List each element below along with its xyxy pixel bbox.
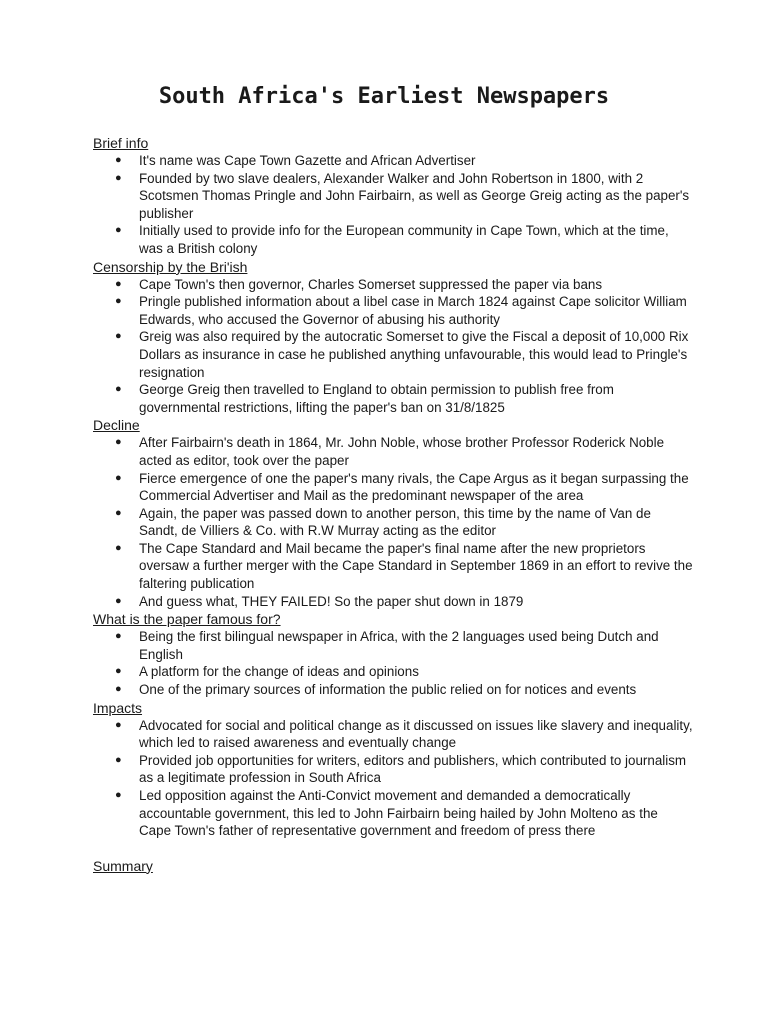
section-heading: Brief info xyxy=(93,135,149,151)
bullet-icon: ● xyxy=(115,330,122,343)
bullet-icon: ● xyxy=(115,630,122,643)
list-item xyxy=(93,628,693,663)
section-censorship xyxy=(93,258,693,417)
list-item xyxy=(93,152,693,170)
list-item-text: A platform for the change of ideas and opinions xyxy=(139,664,419,680)
bullet-icon: ● xyxy=(115,154,122,166)
section-heading: What is the paper famous for? xyxy=(93,611,281,628)
section-impacts xyxy=(93,699,693,840)
list-item-text: George Greig then travelled to England to obtain permission to publish free from governmental restrictions, lifting the paper's ban on 31/8/1825 xyxy=(139,382,614,415)
document-body xyxy=(93,134,693,875)
list-item xyxy=(93,505,693,540)
list-item-text: Again, the paper was passed down to another person, this time by the name of Van de Sandt, de Villiers & Co. with R.W Murray acting as the editor xyxy=(139,505,651,539)
list-item xyxy=(93,752,693,787)
bullet-icon: ● xyxy=(115,383,122,396)
bullet-icon: ● xyxy=(115,295,122,308)
section-famous-for xyxy=(93,610,693,698)
list-item-text: The Cape Standard and Mail became the paper's final name after the new proprietors oversaw a further merger with the Cape Standard in September 1869 in an effort to revive the faltering publication xyxy=(139,540,693,592)
bullet-icon: ● xyxy=(115,471,122,484)
list-item xyxy=(93,293,693,328)
list-item-text: It's name was Cape Town Gazette and African Advertiser xyxy=(139,153,476,168)
bullet-list xyxy=(93,717,693,840)
list-item-text: Led opposition against the Anti-Convict movement and demanded a democratically accountable government, this led to John Fairbairn being hailed by John Molteno as the Cape Town's father of representative government and freedom of press there xyxy=(139,788,658,839)
list-item xyxy=(93,328,693,381)
summary-heading: Summary xyxy=(93,857,153,874)
bullet-icon: ● xyxy=(115,436,122,449)
section-brief-info xyxy=(93,134,693,258)
list-item xyxy=(93,717,693,752)
list-item xyxy=(93,470,693,505)
list-item xyxy=(93,663,693,681)
bullet-list xyxy=(93,628,693,698)
list-item xyxy=(93,434,693,469)
bullet-icon: ● xyxy=(115,789,122,801)
section-heading: Impacts xyxy=(93,699,143,716)
list-item-text: Provided job opportunities for writers, editors and publishers, which contributed to journalism as a legitimate profession in South Africa xyxy=(139,752,687,786)
list-item-text: And guess what, THEY FAILED! So the paper shut down in 1879 xyxy=(139,593,524,609)
list-item-text: Fierce emergence of one the paper's many rivals, the Cape Argus as it began surpassing the Commercial Advertiser and Mail as the predominant newspaper of the area xyxy=(139,470,689,504)
bullet-icon: ● xyxy=(115,718,122,731)
bullet-icon: ● xyxy=(115,277,122,290)
list-item-text: Founded by two slave dealers, Alexander Walker and John Robertson in 1800, with 2 Scotsmen Thomas Pringle and John Fairbairn, as well as George Greig acting as the paper's publisher xyxy=(139,170,690,221)
bullet-list xyxy=(93,276,693,417)
bullet-list xyxy=(93,434,693,610)
bullet-icon: ● xyxy=(115,594,122,607)
list-item-text: Cape Town's then governor, Charles Somerset suppressed the paper via bans xyxy=(139,276,603,292)
bullet-icon: ● xyxy=(115,683,122,696)
list-item xyxy=(93,222,693,257)
list-item-text: One of the primary sources of information the public relied on for notices and events xyxy=(139,682,637,698)
bullet-icon: ● xyxy=(115,541,122,554)
list-item xyxy=(93,593,693,611)
bullet-icon: ● xyxy=(115,224,122,237)
list-item-text: After Fairbairn's death in 1864, Mr. John Noble, whose brother Professor Roderick Noble acted as editor, took over the paper xyxy=(139,435,665,468)
bullet-icon: ● xyxy=(115,753,122,766)
list-item xyxy=(93,170,693,223)
section-heading: Censorship by the Bri'ish xyxy=(93,258,248,275)
bullet-icon: ● xyxy=(115,171,122,184)
bullet-icon: ● xyxy=(115,506,122,519)
list-item-text: Advocated for social and political change as it discussed on issues like slavery and inequality, which led to raised awareness and eventually change xyxy=(139,717,693,751)
list-item xyxy=(93,381,693,416)
list-item xyxy=(93,276,693,294)
list-item-text: Pringle published information about a libel case in March 1824 against Cape solicitor William Edwards, who accused the Governor of abusing his authority xyxy=(139,294,687,327)
list-item-text: Initially used to provide info for the European community in Cape Town, which at the time, was a British colony xyxy=(139,223,669,256)
list-item xyxy=(93,787,693,840)
list-item-text: Being the first bilingual newspaper in Africa, with the 2 languages used being Dutch and English xyxy=(139,629,659,662)
list-item-text: Greig was also required by the autocratic Somerset to give the Fiscal a deposit of 10,000 Rix Dollars as insurance in case he published anything unfavourable, this would lead to Pringle's resignation xyxy=(139,329,689,380)
section-heading: Decline xyxy=(93,417,140,434)
section-decline xyxy=(93,416,693,610)
list-item xyxy=(93,681,693,699)
bullet-icon: ● xyxy=(115,665,122,678)
list-item xyxy=(93,540,693,593)
document-title: South Africa's Earliest Newspapers xyxy=(158,84,610,109)
bullet-list xyxy=(93,152,693,258)
